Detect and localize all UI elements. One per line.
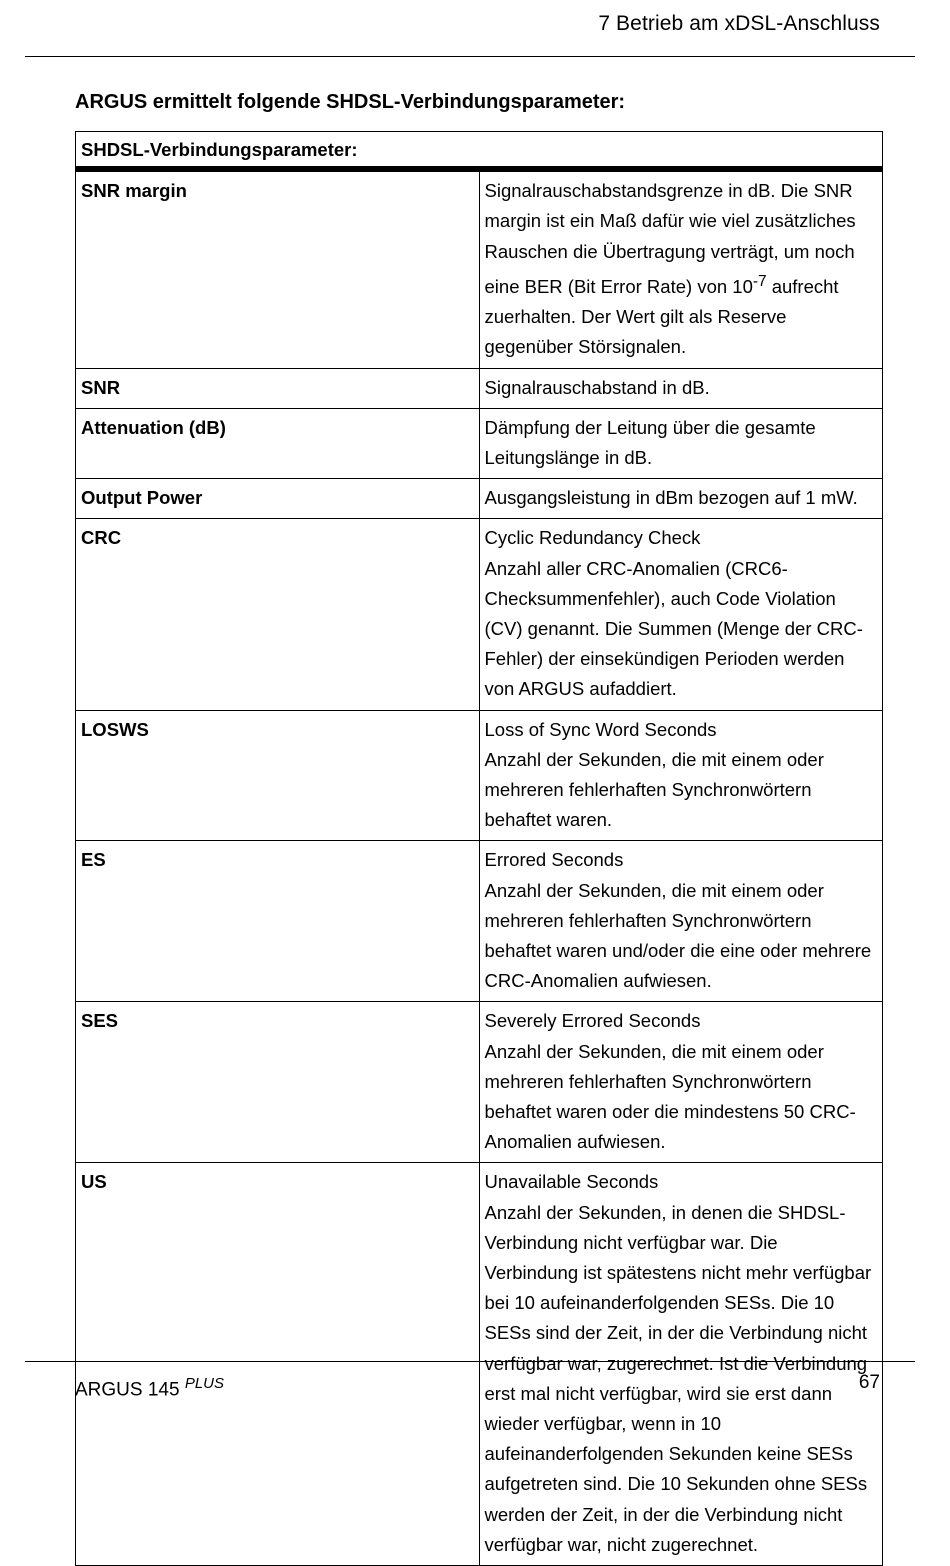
table-row	[76, 841, 883, 1002]
table-row	[76, 1002, 883, 1163]
description-line: Dämpfung der Leitung über die gesamte Leitungslänge in dB.	[484, 416, 816, 468]
parameter-term: SNR	[76, 368, 480, 408]
description-text: Signalrauschabstandsgrenze in dB. Die SNR margin ist ein Maß dafür wie viel zusätzliches Rauschen die Übertragung verträgt, um noch eine BER (Bit Error Rate) von 10	[484, 180, 856, 297]
description-line: Anzahl der Sekunden, die mit einem oder mehreren fehlerhaften Synchronwörtern behaftet waren und/oder die eine oder mehrere CRC-Anomalien aufwiesen.	[484, 879, 872, 992]
parameter-description	[479, 1002, 883, 1163]
parameter-table	[75, 131, 883, 1566]
parameter-description	[479, 368, 883, 408]
parameter-description	[479, 479, 883, 519]
description-line: Errored Seconds	[484, 849, 624, 871]
header-divider	[25, 56, 915, 57]
parameter-description	[479, 710, 883, 841]
table-row	[76, 1163, 883, 1566]
description-line: Anzahl der Sekunden, in denen die SHDSL-Verbindung nicht verfügbar war. Die Verbindung ist spätestens nicht mehr verfügbar bei 10 aufeinanderfolgenden SESs. Die 10 SESs sind der Zeit, in der die Verbindung nicht verfügbar war, zugerechnet. Ist die Verbindung erst mal nicht verfügbar, wird sie erst dann wieder verfügbar, wenn in 10 aufeinanderfolgenden Sekunden keine SESs aufgetreten sind. Die 10 Sekunden ohne SESs werden der Zeit, in der die Verbindung nicht verfügbar war, nicht zugerechnet.	[484, 1201, 872, 1555]
description-text: aufrecht zuerhalten. Der Wert gilt als Reserve gegenüber Störsignalen.	[484, 275, 839, 358]
description-line: Unavailable Seconds	[484, 1171, 659, 1193]
page-number: 67	[858, 1372, 880, 1393]
parameter-description	[479, 519, 883, 710]
description-line: Loss of Sync Word Seconds	[484, 718, 717, 740]
description-line: Anzahl der Sekunden, die mit einem oder mehreren fehlerhaften Synchronwörtern behaftet waren.	[484, 748, 824, 831]
table-row	[76, 169, 883, 368]
table-header: SHDSL-Verbindungsparameter:	[76, 132, 883, 170]
parameter-term: SES	[76, 1002, 480, 1163]
product-name: ARGUS 145	[75, 1379, 180, 1401]
table-header-row	[76, 132, 883, 170]
parameter-description	[479, 841, 883, 1002]
chapter-title: 7 Betrieb am xDSL-Anschluss	[598, 12, 880, 35]
exponent: -7	[752, 272, 767, 290]
parameter-term: Attenuation (dB)	[76, 408, 480, 478]
parameter-description	[479, 408, 883, 478]
description-line: Ausgangsleistung in dBm bezogen auf 1 mW.	[484, 487, 858, 509]
parameter-term: Output Power	[76, 479, 480, 519]
table-row	[76, 710, 883, 841]
description-line: Anzahl der Sekunden, die mit einem oder mehreren fehlerhaften Synchronwörtern behaftet waren oder die mindestens 50 CRC-Anomalien aufwiesen.	[484, 1040, 856, 1153]
description-line: Severely Errored Seconds	[484, 1010, 701, 1032]
footer-product-name	[75, 1375, 224, 1401]
parameter-term: CRC	[76, 519, 480, 710]
section-heading: ARGUS ermittelt folgende SHDSL-Verbindungsparameter:	[75, 91, 626, 113]
product-suffix: PLUS	[184, 1375, 225, 1392]
description-line: Signalrauschabstand in dB.	[484, 376, 710, 398]
table-row	[76, 519, 883, 710]
parameter-description	[479, 169, 883, 368]
parameter-term: ES	[76, 841, 480, 1002]
parameter-term: SNR margin	[76, 169, 480, 368]
description-line: Cyclic Redundancy Check	[484, 527, 701, 549]
footer-divider	[25, 1361, 915, 1362]
parameter-term: LOSWS	[76, 710, 480, 841]
parameter-description	[479, 1163, 883, 1566]
description-line: Anzahl aller CRC-Anomalien (CRC6-Checksummenfehler), auch Code Violation (CV) genannt. Die Summen (Menge der CRC-Fehler) der einsekündigen Perioden werden von ARGUS aufaddiert.	[484, 557, 863, 700]
table-row	[76, 479, 883, 519]
table-row	[76, 408, 883, 478]
table-row	[76, 368, 883, 408]
parameter-term: US	[76, 1163, 480, 1566]
